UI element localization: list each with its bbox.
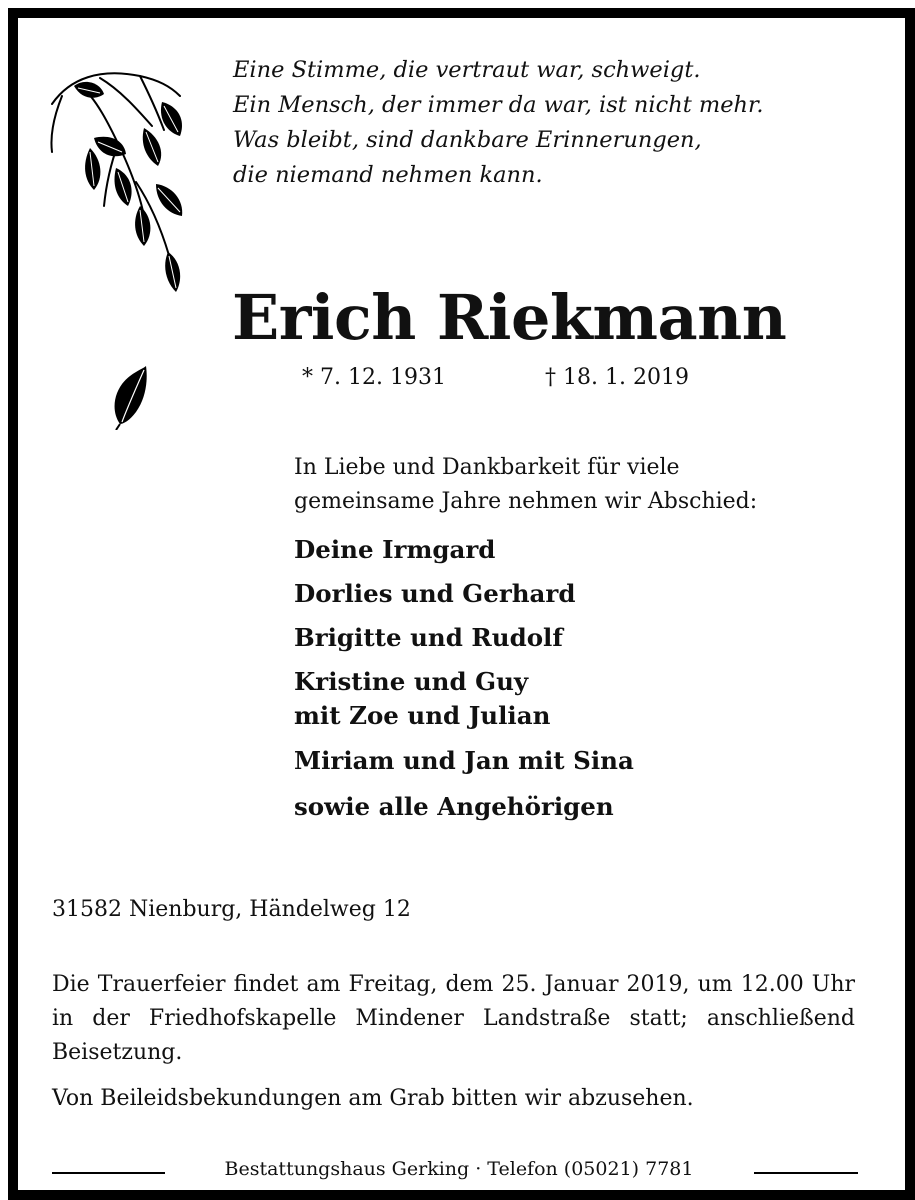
- family-member: Brigitte und Rudolf: [294, 623, 563, 652]
- intro-line: In Liebe und Dankbarkeit für viele: [294, 455, 680, 480]
- family-member: Miriam und Jan mit Sina: [294, 746, 634, 775]
- intro-line: gemeinsame Jahre nehmen wir Abschied:: [294, 489, 758, 514]
- poem-line: Ein Mensch, der immer da war, ist nicht mehr.: [233, 92, 764, 118]
- deceased-name: Erich Riekmann: [232, 281, 787, 354]
- birth-date: * 7. 12. 1931: [302, 365, 446, 390]
- poem: [233, 53, 764, 193]
- poem-line: Was bleibt, sind dankbare Erinnerungen,: [233, 127, 702, 153]
- poem-line: Eine Stimme, die vertraut war, schweigt.: [233, 57, 701, 83]
- poem-line: die niemand nehmen kann.: [233, 162, 543, 188]
- footer-divider-right: [754, 1172, 858, 1174]
- address: 31582 Nienburg, Händelweg 12: [52, 897, 411, 922]
- family-member: Deine Irmgard: [294, 535, 496, 564]
- birch-branch-icon: [40, 56, 205, 306]
- farewell-intro: [294, 451, 757, 519]
- condolence-note: Von Beileidsbekundungen am Grab bitten wir abzusehen.: [52, 1086, 694, 1111]
- family-member: sowie alle Angehörigen: [294, 792, 614, 821]
- falling-leaf-icon: [106, 366, 152, 430]
- footer-divider-left: [52, 1172, 165, 1174]
- family-member: mit Zoe und Julian: [294, 701, 551, 730]
- death-date: † 18. 1. 2019: [545, 365, 689, 390]
- family-member: Kristine und Guy: [294, 667, 529, 696]
- ceremony-info: Die Trauerfeier findet am Freitag, dem 25. Januar 2019, um 12.00 Uhr in der Friedhofskapelle Mindener Landstraße statt; anschließend Beisetzung.: [52, 972, 855, 1065]
- funeral-home-footer: Bestattungshaus Gerking · Telefon (05021) 7781: [224, 1158, 694, 1180]
- family-member: Dorlies und Gerhard: [294, 579, 576, 608]
